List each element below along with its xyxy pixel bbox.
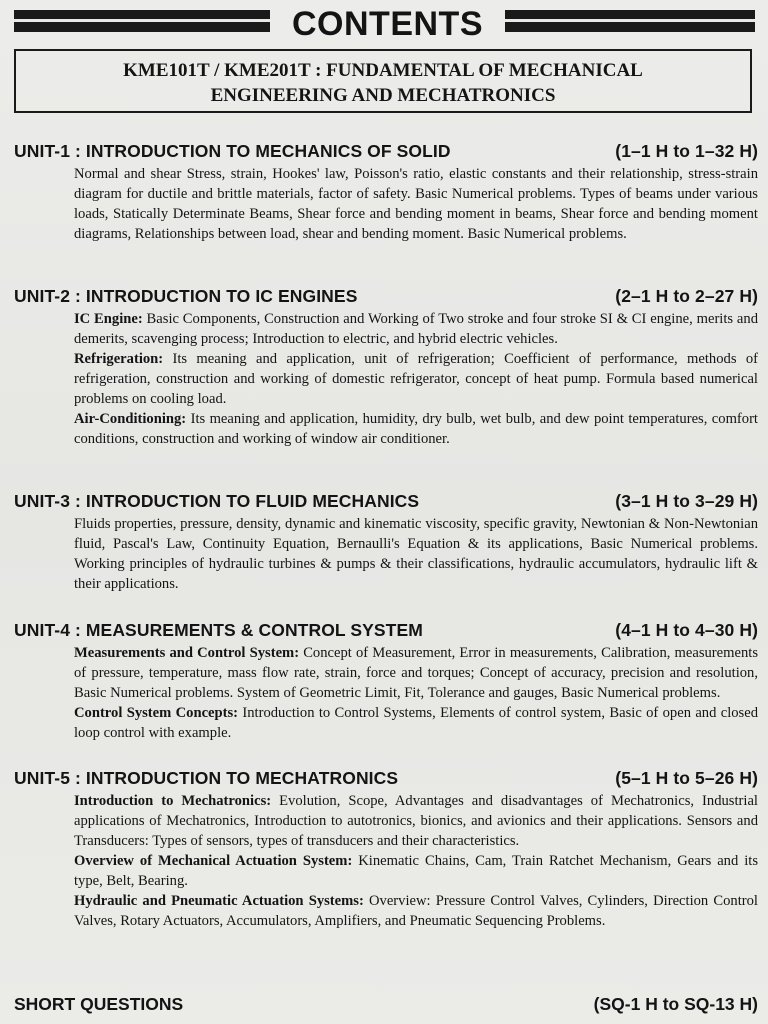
unit-paragraph bbox=[74, 349, 758, 409]
subject-box bbox=[14, 49, 752, 113]
unit-paragraph bbox=[74, 891, 758, 931]
unit-page-range: (1–1 H to 1–32 H) bbox=[615, 141, 758, 161]
paragraph-text: Its meaning and application, humidity, dry bulb, wet bulb, and dew point temperatures, comfort conditions, construction and working of window air conditioner. bbox=[74, 411, 758, 447]
paragraph-label: Air-Conditioning: bbox=[74, 411, 187, 427]
unit-title: UNIT-1 : INTRODUCTION TO MECHANICS OF SOLID bbox=[14, 141, 451, 161]
unit-5 bbox=[14, 766, 758, 931]
unit-paragraph bbox=[74, 409, 758, 449]
unit-1 bbox=[14, 139, 758, 244]
paragraph-label: Measurements and Control System: bbox=[74, 645, 300, 661]
unit-paragraph bbox=[74, 164, 758, 244]
paragraph-text: Kinematic Chains, Cam, Train Ratchet Mechanism, Gears and its type, Belt, Bearing. bbox=[74, 853, 759, 889]
unit-page-range: (2–1 H to 2–27 H) bbox=[615, 286, 758, 306]
subject-line-2: ENGINEERING AND MECHATRONICS bbox=[210, 85, 556, 106]
unit-heading[interactable] bbox=[14, 139, 758, 163]
paragraph-text: Introduction to Control Systems, Elements of control system, Basic of open and closed loop control with example. bbox=[74, 705, 758, 741]
subject-line-1: KME101T / KME201T : FUNDAMENTAL OF MECHANICAL bbox=[123, 60, 643, 81]
paragraph-text: Evolution, Scope, Advantages and disadvantages of Mechatronics, Industrial applications of Mechatronics, Introduction to autotronics, bionics, and avionics and their applications. Sensors and Transducers: Types of sensors, types of transducers and their characteristics. bbox=[74, 793, 758, 849]
unit-paragraph bbox=[74, 791, 758, 851]
unit-heading[interactable] bbox=[14, 766, 758, 790]
page-title: CONTENTS bbox=[292, 5, 483, 43]
unit-description bbox=[74, 643, 758, 743]
paragraph-text: Its meaning and application, unit of refrigeration; Coefficient of performance, methods of refrigeration, construction and working of domestic refrigerator, concept of heat pump. Formula based numerical problems on cooling load. bbox=[74, 351, 758, 407]
paragraph-label: Hydraulic and Pneumatic Actuation Systems: bbox=[74, 893, 364, 909]
paragraph-text: Fluids properties, pressure, density, dynamic and kinematic viscosity, specific gravity, Newtonian & Non-Newtonian fluid, Pascal's Law, Continuity Equation, Bernaulli's Equation & its applications, Basic Numerical problems. Working principles of hydraulic turbines & pumps & their classifications, hydraulic accumulators, hydraulic lift & their applications. bbox=[74, 516, 758, 592]
unit-paragraph bbox=[74, 309, 758, 349]
paragraph-label: Overview of Mechanical Actuation System: bbox=[74, 853, 353, 869]
unit-2 bbox=[14, 284, 758, 449]
short-questions-heading[interactable] bbox=[14, 992, 758, 1016]
paragraph-label: IC Engine: bbox=[74, 311, 143, 327]
unit-paragraph bbox=[74, 514, 758, 594]
header-rule-left bbox=[14, 10, 270, 32]
unit-description bbox=[74, 309, 758, 449]
unit-paragraph bbox=[74, 703, 758, 743]
paragraph-label: Refrigeration: bbox=[74, 351, 164, 367]
unit-paragraph bbox=[74, 643, 758, 703]
paragraph-label: Introduction to Mechatronics: bbox=[74, 793, 272, 809]
unit-page-range: (5–1 H to 5–26 H) bbox=[615, 768, 758, 788]
short-questions-title: SHORT QUESTIONS bbox=[14, 994, 184, 1014]
paragraph-text: Concept of Measurement, Error in measurements, Calibration, measurements of pressure, temperature, mass flow rate, strain, force and torques; Concept of accuracy, precision and resolution, Basic Numerical problems. System of Geometric Limit, Fit, Tolerance and gauges, Basic Numerical problems. bbox=[74, 645, 758, 701]
unit-description bbox=[74, 514, 758, 594]
paragraph-text: Overview: Pressure Control Valves, Cylinders, Direction Control Valves, Rotary Actuators, Accumulators, Amplifiers, and Pneumatic Sequencing Problems. bbox=[74, 893, 758, 929]
unit-heading[interactable] bbox=[14, 618, 758, 642]
unit-description bbox=[74, 164, 758, 244]
paragraph-text: Normal and shear Stress, strain, Hookes' law, Poisson's ratio, elastic constants and their relationship, stress-strain diagram for ductile and brittle materials, factor of safety. Basic Numerical problems. Types of beams under various loads, Statically Determinate Beams, Shear force and bending moment in beams, Shear force and bending moment diagrams, Relationships between load, shear and bending moment. Basic Numerical problems. bbox=[74, 166, 758, 242]
unit-paragraph bbox=[74, 851, 758, 891]
unit-heading[interactable] bbox=[14, 489, 758, 513]
unit-title: UNIT-5 : INTRODUCTION TO MECHATRONICS bbox=[14, 768, 399, 788]
paragraph-label: Control System Concepts: bbox=[74, 705, 239, 721]
unit-title: UNIT-2 : INTRODUCTION TO IC ENGINES bbox=[14, 286, 358, 306]
unit-title: UNIT-4 : MEASUREMENTS & CONTROL SYSTEM bbox=[14, 620, 423, 640]
unit-3 bbox=[14, 489, 758, 594]
unit-4 bbox=[14, 618, 758, 743]
unit-description bbox=[74, 791, 758, 931]
unit-page-range: (3–1 H to 3–29 H) bbox=[615, 491, 758, 511]
header-rule-right bbox=[505, 10, 755, 32]
unit-heading[interactable] bbox=[14, 284, 758, 308]
unit-title: UNIT-3 : INTRODUCTION TO FLUID MECHANICS bbox=[14, 491, 420, 511]
short-questions-page-range: (SQ-1 H to SQ-13 H) bbox=[593, 994, 758, 1014]
paragraph-text: Basic Components, Construction and Working of Two stroke and four stroke SI & CI engine, merits and demerits, scavenging process; Introduction to electric, and hybrid electric vehicles. bbox=[74, 311, 758, 347]
unit-page-range: (4–1 H to 4–30 H) bbox=[615, 620, 758, 640]
